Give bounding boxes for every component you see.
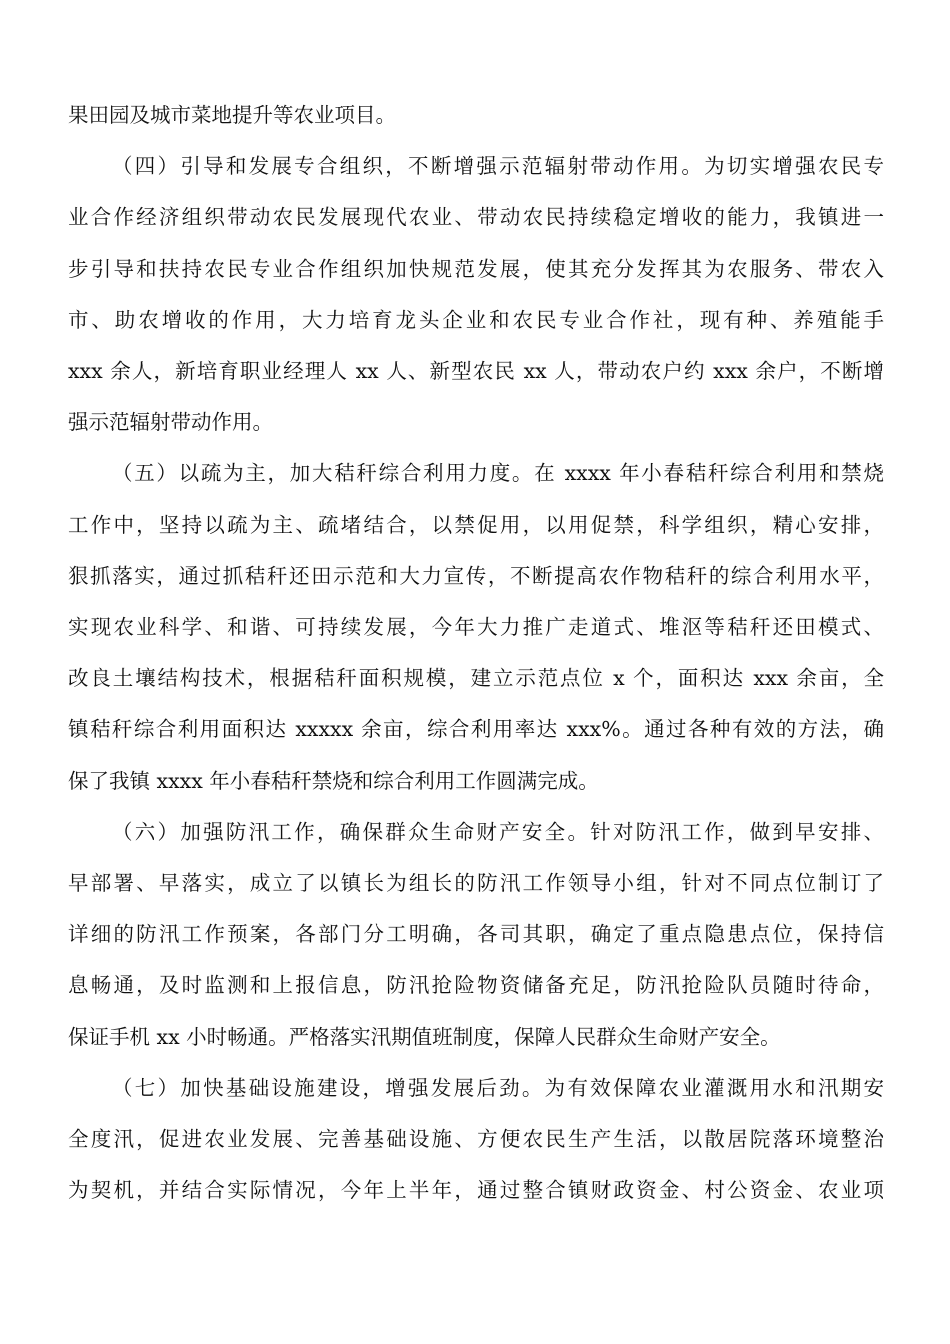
- text-line: （五）以疏为主，加大秸秆综合利用力度。在 xxxx 年小春秸秆综合利用和禁烧: [112, 461, 884, 486]
- text-line: 保了我镇 xxxx 年小春秸秆禁烧和综合利用工作圆满完成。: [68, 768, 599, 793]
- text-line: 保证手机 xx 小时畅通。严格落实汛期值班制度，保障人民群众生命财产安全。: [68, 1024, 781, 1049]
- text-line: 业合作经济组织带动农民发展现代农业、带动农民持续稳定增收的能力，我镇进一: [68, 205, 884, 230]
- text-line: 狠抓落实，通过抓秸秆还田示范和大力宣传，不断提高农作物秸秆的综合利用水平，: [68, 563, 884, 588]
- text-line: （七）加快基础设施建设，增强发展后劲。为有效保障农业灌溉用水和汛期安: [112, 1075, 884, 1100]
- text-line: 全度汛，促进农业发展、完善基础设施、方便农民生产生活，以散居院落环境整治: [68, 1127, 884, 1151]
- text-line: 果田园及城市菜地提升等农业项目。: [68, 103, 396, 127]
- text-line: 为契机，并结合实际情况，今年上半年，通过整合镇财政资金、村公资金、农业项: [68, 1178, 884, 1203]
- text-line: 改良土壤结构技术，根据秸秆面积规模，建立示范点位 x 个，面积达 xxx 余亩，全: [68, 666, 884, 691]
- text-line: （四）引导和发展专合组织，不断增强示范辐射带动作用。为切实增强农民专: [112, 154, 884, 179]
- text-line: （六）加强防汛工作，确保群众生命财产安全。针对防汛工作，做到早安排、: [112, 819, 884, 844]
- text-line: 步引导和扶持农民专业合作组织加快规范发展，使其充分发挥其为农服务、带农入: [68, 256, 884, 281]
- text-line: 强示范辐射带动作用。: [68, 410, 273, 435]
- text-line: 镇秸秆综合利用面积达 xxxxx 余亩，综合利用率达 xxx%。通过各种有效的方法，确: [68, 717, 884, 742]
- text-line: 详细的防汛工作预案，各部门分工明确，各司其职，确定了重点隐患点位，保持信: [68, 922, 884, 947]
- text-line: 息畅通，及时监测和上报信息，防汛抢险物资储备充足，防汛抢险队员随时待命，: [68, 973, 884, 998]
- text-line: 市、助农增收的作用，大力培育龙头企业和农民专业合作社，现有种、养殖能手: [68, 307, 884, 332]
- text-line: xxx 余人，新培育职业经理人 xx 人、新型农民 xx 人，带动农户约 xxx 余户，不断增: [68, 359, 884, 383]
- text-line: 工作中，坚持以疏为主、疏堵结合，以禁促用，以用促禁，科学组织，精心安排，: [68, 512, 884, 537]
- text-line: 早部署、早落实，成立了以镇长为组长的防汛工作领导小组，针对不同点位制订了: [68, 871, 884, 895]
- text-line: 实现农业科学、和谐、可持续发展，今年大力推广走道式、堆沤等秸秆还田模式、: [68, 615, 884, 639]
